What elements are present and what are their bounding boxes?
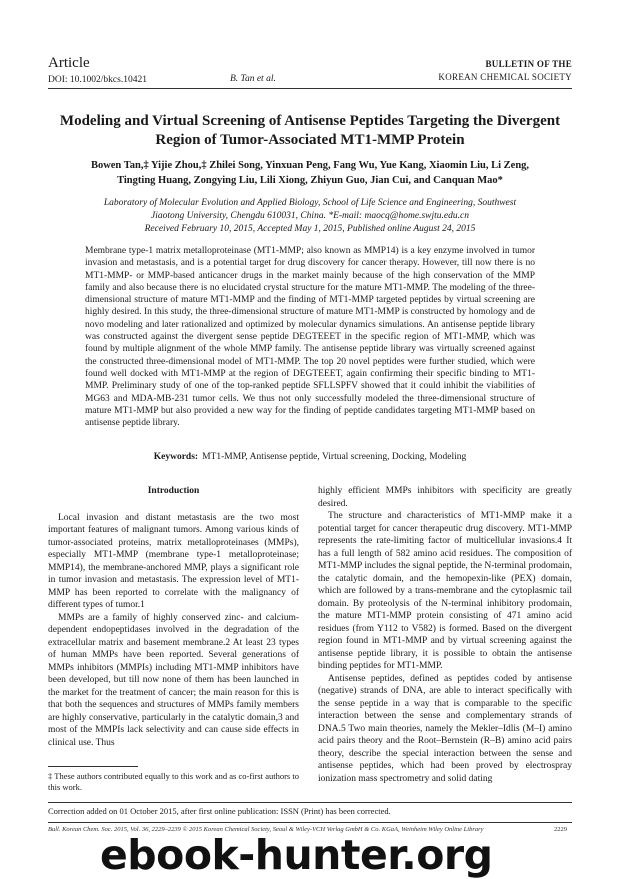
received-dates: Received February 10, 2015, Accepted May 1, 2015, Published online August 24, 2015: [144, 224, 476, 234]
journal-name: [438, 58, 572, 84]
abstract: Membrane type-1 matrix metalloproteinase (MT1-MMP; also known as MMP14) is a key enzyme involved in tumor invasion and metastasis, and is a potential target for drug discovery for cancer therapy. However, till now there is no MT1-MMP- or MMP-based anticancer drugs in the market mainly because of the high conservation of the MMP family and also because there is no elucidated crystal structure for the mature MT1-MMP. The modeling of the three-dimensional structure of mature MT1-MMP and the finding of MT1-MMP targeted peptides by virtual screening are highly desired. In this study, the three-dimensional structure of mature MT1-MMP is constructed by homology and de novo modeling and later rationalized and optimized by molecular dynamics simulations. An antisense peptide library was constructed against the divergent sense peptide DEGTEEET in the specific region of MT1-MMP, which was found by multiple alignment of the whole MMP family. The antisense peptide library was virtually screened against the constructed three-dimensional model of MT1-MMP. The top 20 novel peptides were further studied, which were found well docked with MT1-MMP at the region of DEGTEEET, again confirming their specific binding to MT1-MMP. Preliminary study of one of the top-ranked peptide SFLLSPFV showed that it could inhibit the viabilities of MG63 and MDA-MB-231 tumor cells. We thus not only successfully modeled the three-dimensional structure of mature MT1-MMP but also provided a new way for the finding of peptide candidates targeting MT1-MMP based on antisense peptide library.: [85, 246, 535, 429]
affiliation-line-1: Laboratory of Molecular Evolution and Applied Biology, School of Life Science and Engineering, Southwest: [103, 198, 517, 208]
authors-line-1: Bowen Tan,‡ Yijie Zhou,‡ Zhilei Song, Yinxuan Peng, Fang Wu, Yue Kang, Xiaomin Liu, Li Zeng,: [90, 160, 530, 171]
paragraph: highly efficient MMPs inhibitors with specificity are greatly desired.: [318, 486, 572, 509]
left-column: [48, 485, 299, 749]
header-left: [48, 55, 147, 85]
footnote-divider: [48, 766, 138, 767]
journal-line-2: KOREAN CHEMICAL SOCIETY: [438, 72, 572, 82]
watermark-logo: ebook-hunter.org: [100, 831, 493, 879]
affiliation-line-2: Jiaotong University, Chengdu 610031, China. *E-mail: maocq@home.swjtu.edu.cn: [151, 211, 469, 221]
authors-line-2: Tingting Huang, Zongying Liu, Lili Xiong, Zhiyun Guo, Jian Cui, and Canquan Mao*: [117, 175, 503, 186]
header-divider: [48, 88, 572, 89]
keywords-list: MT1-MMP, Antisense peptide, Virtual screening, Docking, Modeling: [202, 452, 467, 462]
citation-footer: Bull. Korean Chem. Soc. 2015, Vol. 36, 2229–2239 © 2015 Korean Chemical Society, Seoul & Wiley-VCH Verlag GmbH & Co. KGaA, Weinheim Wiley Online Library: [48, 826, 484, 833]
article-title: Modeling and Virtual Screening of Antisense Peptides Targeting the Divergent Region of Tumor-Associated MT1-MMP Protein: [59, 113, 561, 148]
article-label: Article: [48, 55, 90, 71]
correction-divider: [48, 802, 572, 803]
keywords-label: Keywords:: [153, 452, 199, 462]
paragraph: MMPs are a family of highly conserved zinc- and calcium-dependent endopeptidases involved in the degradation of the extracellular matrix and basement membrane.2 At least 23 types of human MMPs have been reported. Several generations of MMPs inhibitors (MMPIs) including MT1-MMP inhibitors have been developed, but till now none of them has been launched in the market for the treatment of cancer; the main reason for this is that both the sequences and structures of MMPs family members are highly conservative, particularly in the catalytic domain,3 and most of the MMPIs lack selectivity and can cause side effects in clinical use. Thus: [48, 612, 299, 748]
running-author: B. Tan et al.: [230, 74, 276, 84]
keywords: [48, 452, 572, 462]
introduction-heading: Introduction: [147, 486, 200, 496]
doi[interactable]: DOI: 10.1002/bkcs.10421: [48, 75, 147, 85]
right-column: [318, 485, 572, 785]
journal-line-1: BULLETIN OF THE: [485, 59, 572, 69]
affiliation: [48, 197, 572, 236]
correction-note: Correction added on 01 October 2015, after first online publication: ISSN (Print) has been corrected.: [48, 806, 391, 816]
paragraph: Antisense peptides, defined as peptides coded by antisense (negative) strands of DNA, are able to interact specifically with the sense peptide in a way that is comparable to the specific interaction between the sense and complementary strands of DNA.5 Two main theories, namely the Mekler–Idlis (M–I) amino acid pairs theory and the Root–Bernstein (R–B) amino acid pairs theory, describe the special interaction between the sense and antisense peptides, which had been proved by electrospray ionization mass spectrometry and solid dating: [318, 673, 572, 784]
page-number: 2229: [554, 826, 567, 833]
author-list: [48, 158, 572, 188]
paragraph: Local invasion and distant metastasis are the two most important features of malignant tumors. Among various kinds of tumor-associated proteins, matrix metalloproteinases (MMPs), especially MT1-MMP (membrane type-1 metalloproteinase; MMP14), the membrane-anchored MMP, plays a significant role in tumor invasion and metastasis. The expression level of MT1-MMP has been reported to correlate with the malignancy of different types of tumor.1: [48, 512, 299, 610]
paragraph: The structure and characteristics of MT1-MMP make it a potential target for cancer therapeutic drug discovery. MT1-MMP represents the rate-limiting factor of multicellular invasions.4 It has a full length of 582 amino acid residues. The composition of MT1-MMP includes the signal peptide, the N-terminal prodomain, the catalytic domain, and the hemopexin-like (PEX) domain, which are followed by a trans-membrane and the cytoplasmic tail domain. By proteolysis of the N-terminal inhibitory prodomain, the mature MT1-MMP protein consisting of 471 amino acid residues (from Y112 to V582) is formed. Based on the divergent region found in MT1-MMP and by virtual screening against the antisense peptide library, it is possible to obtain the antisense binding peptides for MT1-MMP.: [318, 511, 572, 671]
footer-divider: [48, 822, 572, 823]
footnote: ‡ These authors contributed equally to this work and as co-first authors to this work.: [48, 771, 299, 792]
